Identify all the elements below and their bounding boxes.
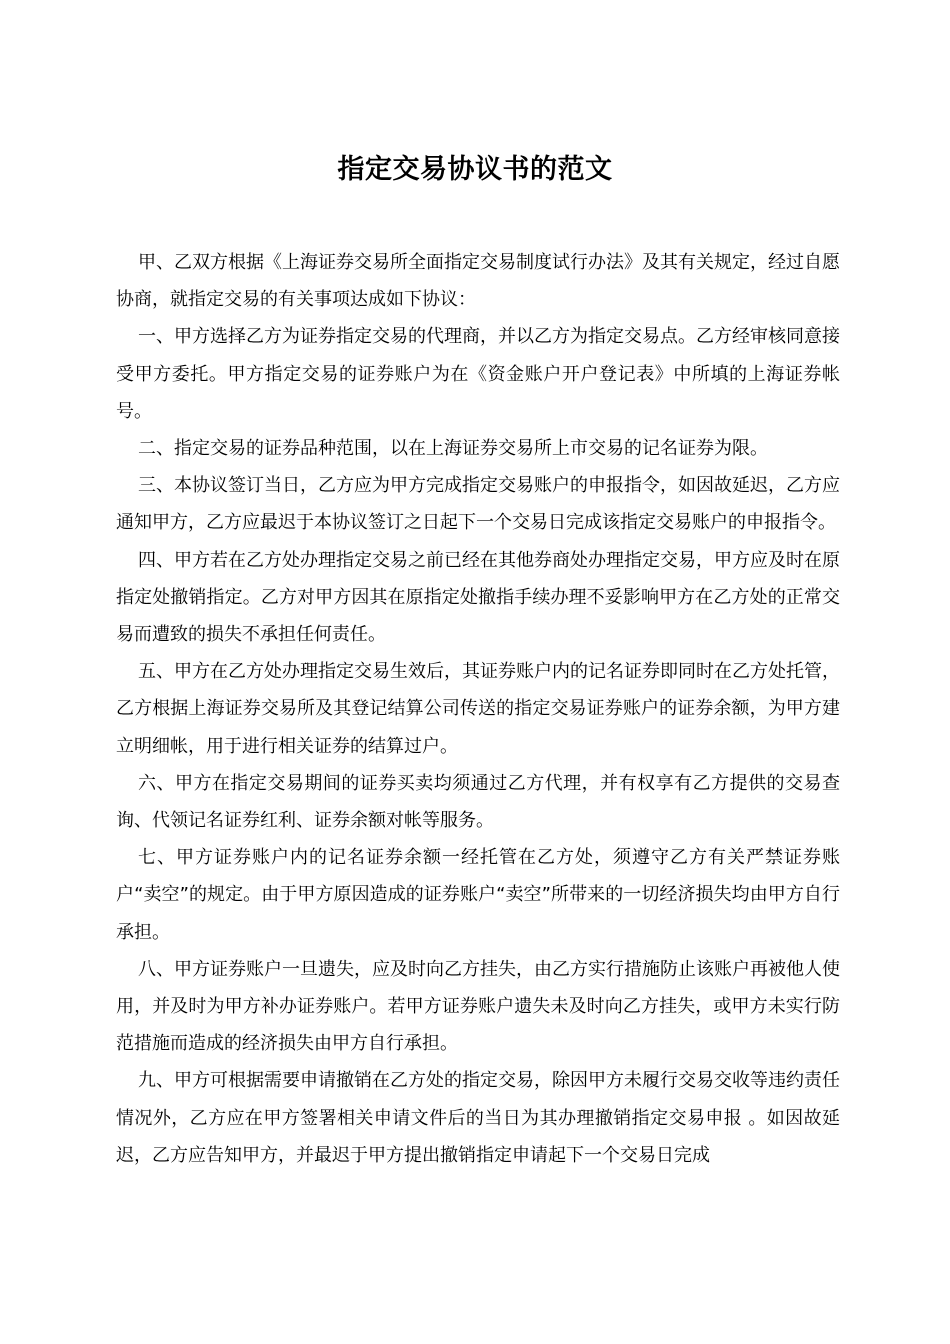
paragraph-clause-8: 八、甲方证券账户一旦遗失，应及时向乙方挂失，由乙方实行措施防止该账户再被他人使用，并及时为甲方补办证券账户。若甲方证券账户遗失未及时向乙方挂失，或甲方未实行防范措施而造成的经济损失由甲方自行承担。 xyxy=(116,958,840,1055)
paragraph-clause-1: 一、甲方选择乙方为证券指定交易的代理商，并以乙方为指定交易点。乙方经审核同意接受甲方委托。甲方指定交易的证券账户为在《资金账户开户登记表》中所填的上海证券帐号。 xyxy=(116,326,840,422)
document-body xyxy=(116,244,840,1174)
document-title: 指定交易协议书的范文 xyxy=(337,154,613,186)
paragraph-clause-7: 七、甲方证券账户内的记名证券余额一经托管在乙方处，须遵守乙方有关严禁证券账户“卖空”的规定。由于甲方原因造成的证券账户“卖空”所带来的一切经济损失均由甲方自行承担。 xyxy=(116,847,840,943)
paragraph-clause-5: 五、甲方在乙方处办理指定交易生效后，其证券账户内的记名证券即同时在乙方处托管，乙方根据上海证券交易所及其登记结算公司传送的指定交易证券账户的证券余额，为甲方建立明细帐，用于进行相关证券的结算过户。 xyxy=(116,661,840,757)
paragraph-clause-2: 二、指定交易的证券品种范围，以在上海证券交易所上市交易的记名证券为限。 xyxy=(138,438,768,460)
paragraph-clause-6: 六、甲方在指定交易期间的证券买卖均须通过乙方代理，并有权享有乙方提供的交易查询、代领记名证券红利、证券余额对帐等服务。 xyxy=(116,772,840,832)
paragraph-clause-9: 九、甲方可根据需要申请撤销在乙方处的指定交易，除因甲方未履行交易交收等违约责任情况外，乙方应在甲方签署相关申请文件后的当日为其办理撤销指定交易申报 。如因故延迟，乙方应告知甲方，并最迟于甲方提出撤销指定申请起下一个交易日完成 xyxy=(116,1070,840,1166)
paragraph-clause-3: 三、本协议签订当日，乙方应为甲方完成指定交易账户的申报指令，如因故延迟，乙方应通知甲方，乙方应最迟于本协议签订之日起下一个交易日完成该指定交易账户的申报指令。 xyxy=(116,475,840,534)
paragraph-clause-4: 四、甲方若在乙方处办理指定交易之前已经在其他券商处办理指定交易，甲方应及时在原指定处撤销指定。乙方对甲方因其在原指定处撤指手续办理不妥影响甲方在乙方处的正常交易而遭致的损失不承担任何责任。 xyxy=(116,549,840,646)
paragraph-preamble: 甲、乙双方根据《上海证券交易所全面指定交易制度试行办法》及其有关规定，经过自愿协商，就指定交易的有关事项达成如下协议： xyxy=(116,252,840,311)
